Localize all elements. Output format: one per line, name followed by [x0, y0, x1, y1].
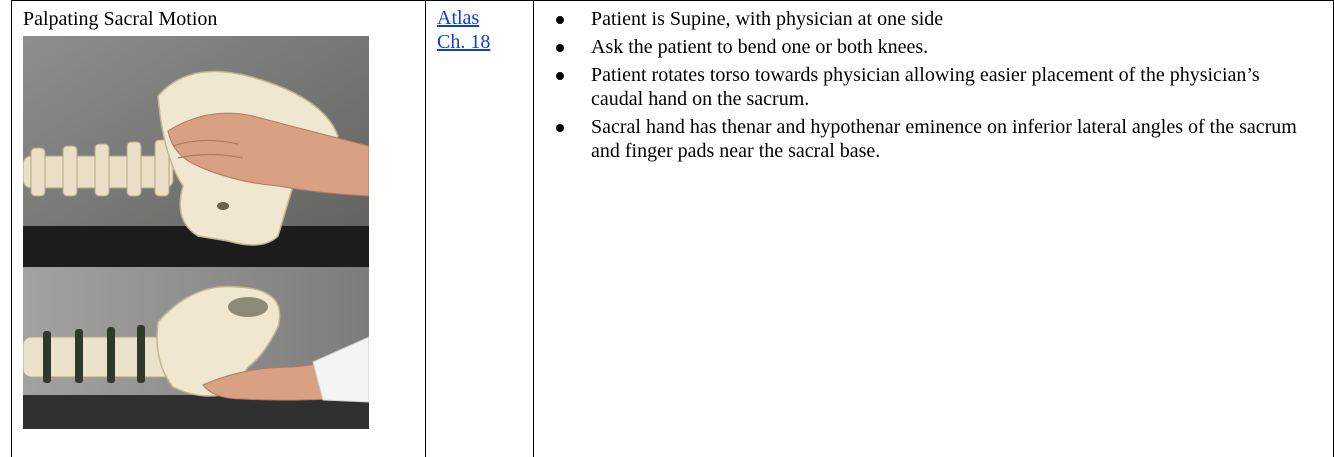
bullet-icon	[556, 44, 564, 52]
atlas-link-line-2[interactable]: Ch. 18	[437, 31, 491, 53]
step-text: Sacral hand has thenar and hypothenar eminence on inferior lateral angles of the sacrum and finger pads near the sacral base.	[591, 116, 1297, 162]
atlas-chapter-link[interactable]	[437, 6, 490, 54]
column-divider-1	[425, 0, 426, 457]
technique-table	[11, 0, 1334, 457]
step-text: Patient rotates torso towards physician allowing easier placement of the physician’s caudal hand on the sacrum.	[591, 64, 1260, 110]
photo-hand-on-sacrum-top	[23, 36, 369, 267]
table-top-border	[11, 0, 1334, 1]
bullet-icon	[556, 16, 564, 24]
photo-hand-under-pelvis-bottom	[23, 267, 369, 429]
table-left-border	[11, 0, 12, 457]
column-divider-2	[533, 0, 534, 457]
atlas-link-line-1[interactable]: Atlas	[437, 7, 480, 29]
list-item	[551, 7, 1311, 31]
step-text: Ask the patient to bend one or both knees.	[591, 36, 929, 58]
bullet-icon	[556, 124, 564, 132]
list-item	[551, 35, 1311, 59]
bullet-icon	[556, 72, 564, 80]
step-text: Patient is Supine, with physician at one side	[591, 8, 944, 30]
list-item	[551, 115, 1311, 163]
procedure-steps-list	[551, 7, 1311, 167]
list-item	[551, 63, 1311, 111]
technique-title: Palpating Sacral Motion	[23, 8, 218, 30]
